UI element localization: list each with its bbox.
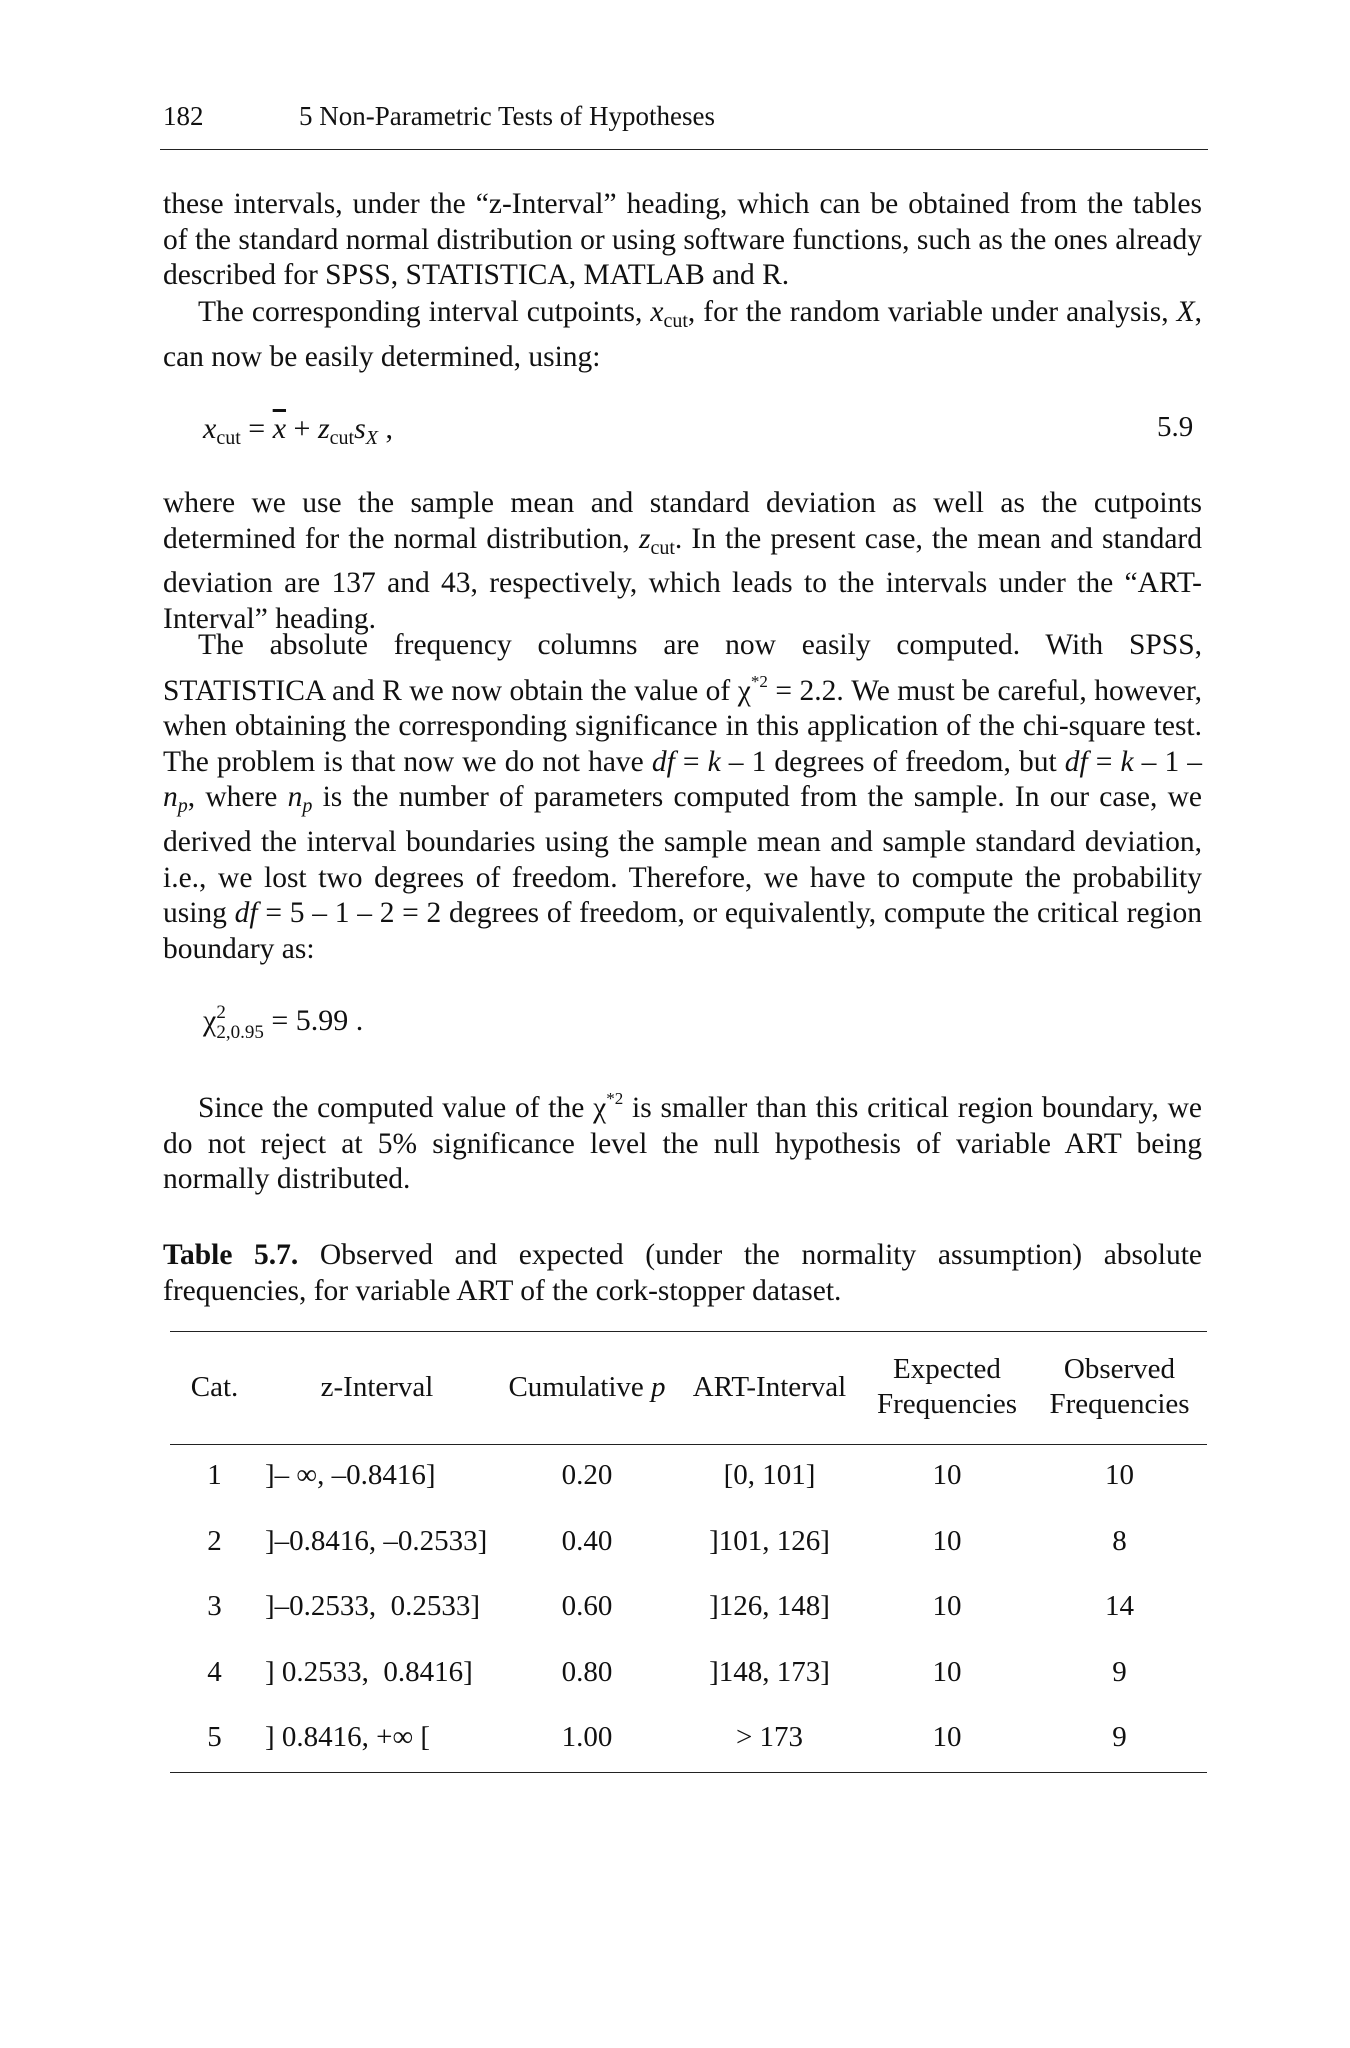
table-bottom-rule [170,1772,1207,1773]
table-row: 3 ]–0.2533, 0.2533] 0.60 ]126, 148] 10 14 [207,1590,1134,1623]
page-number: 182 [163,101,204,131]
col-header-observed: Observed Frequencies [1049,1353,1190,1420]
col-header-cat: Cat. [190,1370,239,1403]
table-header-row [172,1331,1207,1443]
table-row: 2 ]–0.8416, –0.2533] 0.40 ]101, 126] 10 8 [207,1524,1127,1557]
paragraph-3: where we use the sample mean and standard deviation as well as the cutpoints determined for the normal distribution, $z_{cut}$. In the present case, the mean and standard deviation are 137 and 43, respectively, which leads to the intervals under the “ART-Interval” heading. [163,487,1202,635]
table-caption: Table 5.7. Observed and expected (under the normality assumption) absolute frequencies, for variable ART of the cork-stopper dataset. [163,1239,1202,1307]
paragraph-5: Since the computed value of the $\chi^{*2}$ is smaller than this critical region boundary, we do not reject at 5% significance level the null hypothesis of variable ART being normally distributed. [163,1089,1202,1196]
paragraph-4: The absolute frequency columns are now easily computed. With SPSS, STATISTICA and R we now obtain the value of $\chi^{*2} = 2.2$. We must be careful, however, when obtaining the corresponding significance in this application of the chi-square test. The problem is that now we do not have df = k – 1 degrees of freedom, but df = k – $1 - n_p$, where $n_p$ is the number of parameters computed from the sample. In our case, we derived the interval boundaries using the sample mean and sample standard deviation, i.e., we lost two degrees of freedom. Therefore, we have to compute the probability using df = 5 – 1 – 2 = 2 degrees of freedom, or equivalently, compute the critical region boundary as: [163,629,1203,965]
equation-number: 5.9 [1157,411,1194,443]
col-header-z-interval: z-Interval [320,1370,434,1403]
header-rule [160,149,1208,150]
paragraph-2: The corresponding interval cutpoints, $x_{cut}$, for the random variable under analysis, X, can now be easily determined, using: [163,296,1202,373]
running-header [163,98,1203,134]
equation-chi-critical: χ 2 2,0.95 = 5.99 . [203,1002,364,1044]
equation-5-9: $x_{cut} = \overline{x} + z_{cut}s_X$ , [203,412,393,449]
col-header-cumulative: Cumulative p [508,1370,666,1403]
table-row: 4 ] 0.2533, 0.8416] 0.80 ]148, 173] 10 9 [207,1655,1127,1688]
table-row: 5 ] 0.8416, +∞ [ 1.00 > 173 10 9 [207,1721,1127,1754]
table-row: 1 ]– ∞, –0.8416] 0.20 [0, 101] 10 10 [207,1459,1134,1492]
chapter-title: 5 Non-Parametric Tests of Hypotheses [299,101,716,131]
col-header-expected: Expected Frequencies [876,1353,1018,1420]
frequency-table [172,1331,1207,1771]
paragraph-1: these intervals, under the “z-Interval” heading, which can be obtained from the tables of the standard normal distribution or using software functions, such as the ones already described for SPSS, STATISTICA, MATLAB and R. [163,188,1202,292]
col-header-art-interval: ART-Interval [692,1370,847,1403]
